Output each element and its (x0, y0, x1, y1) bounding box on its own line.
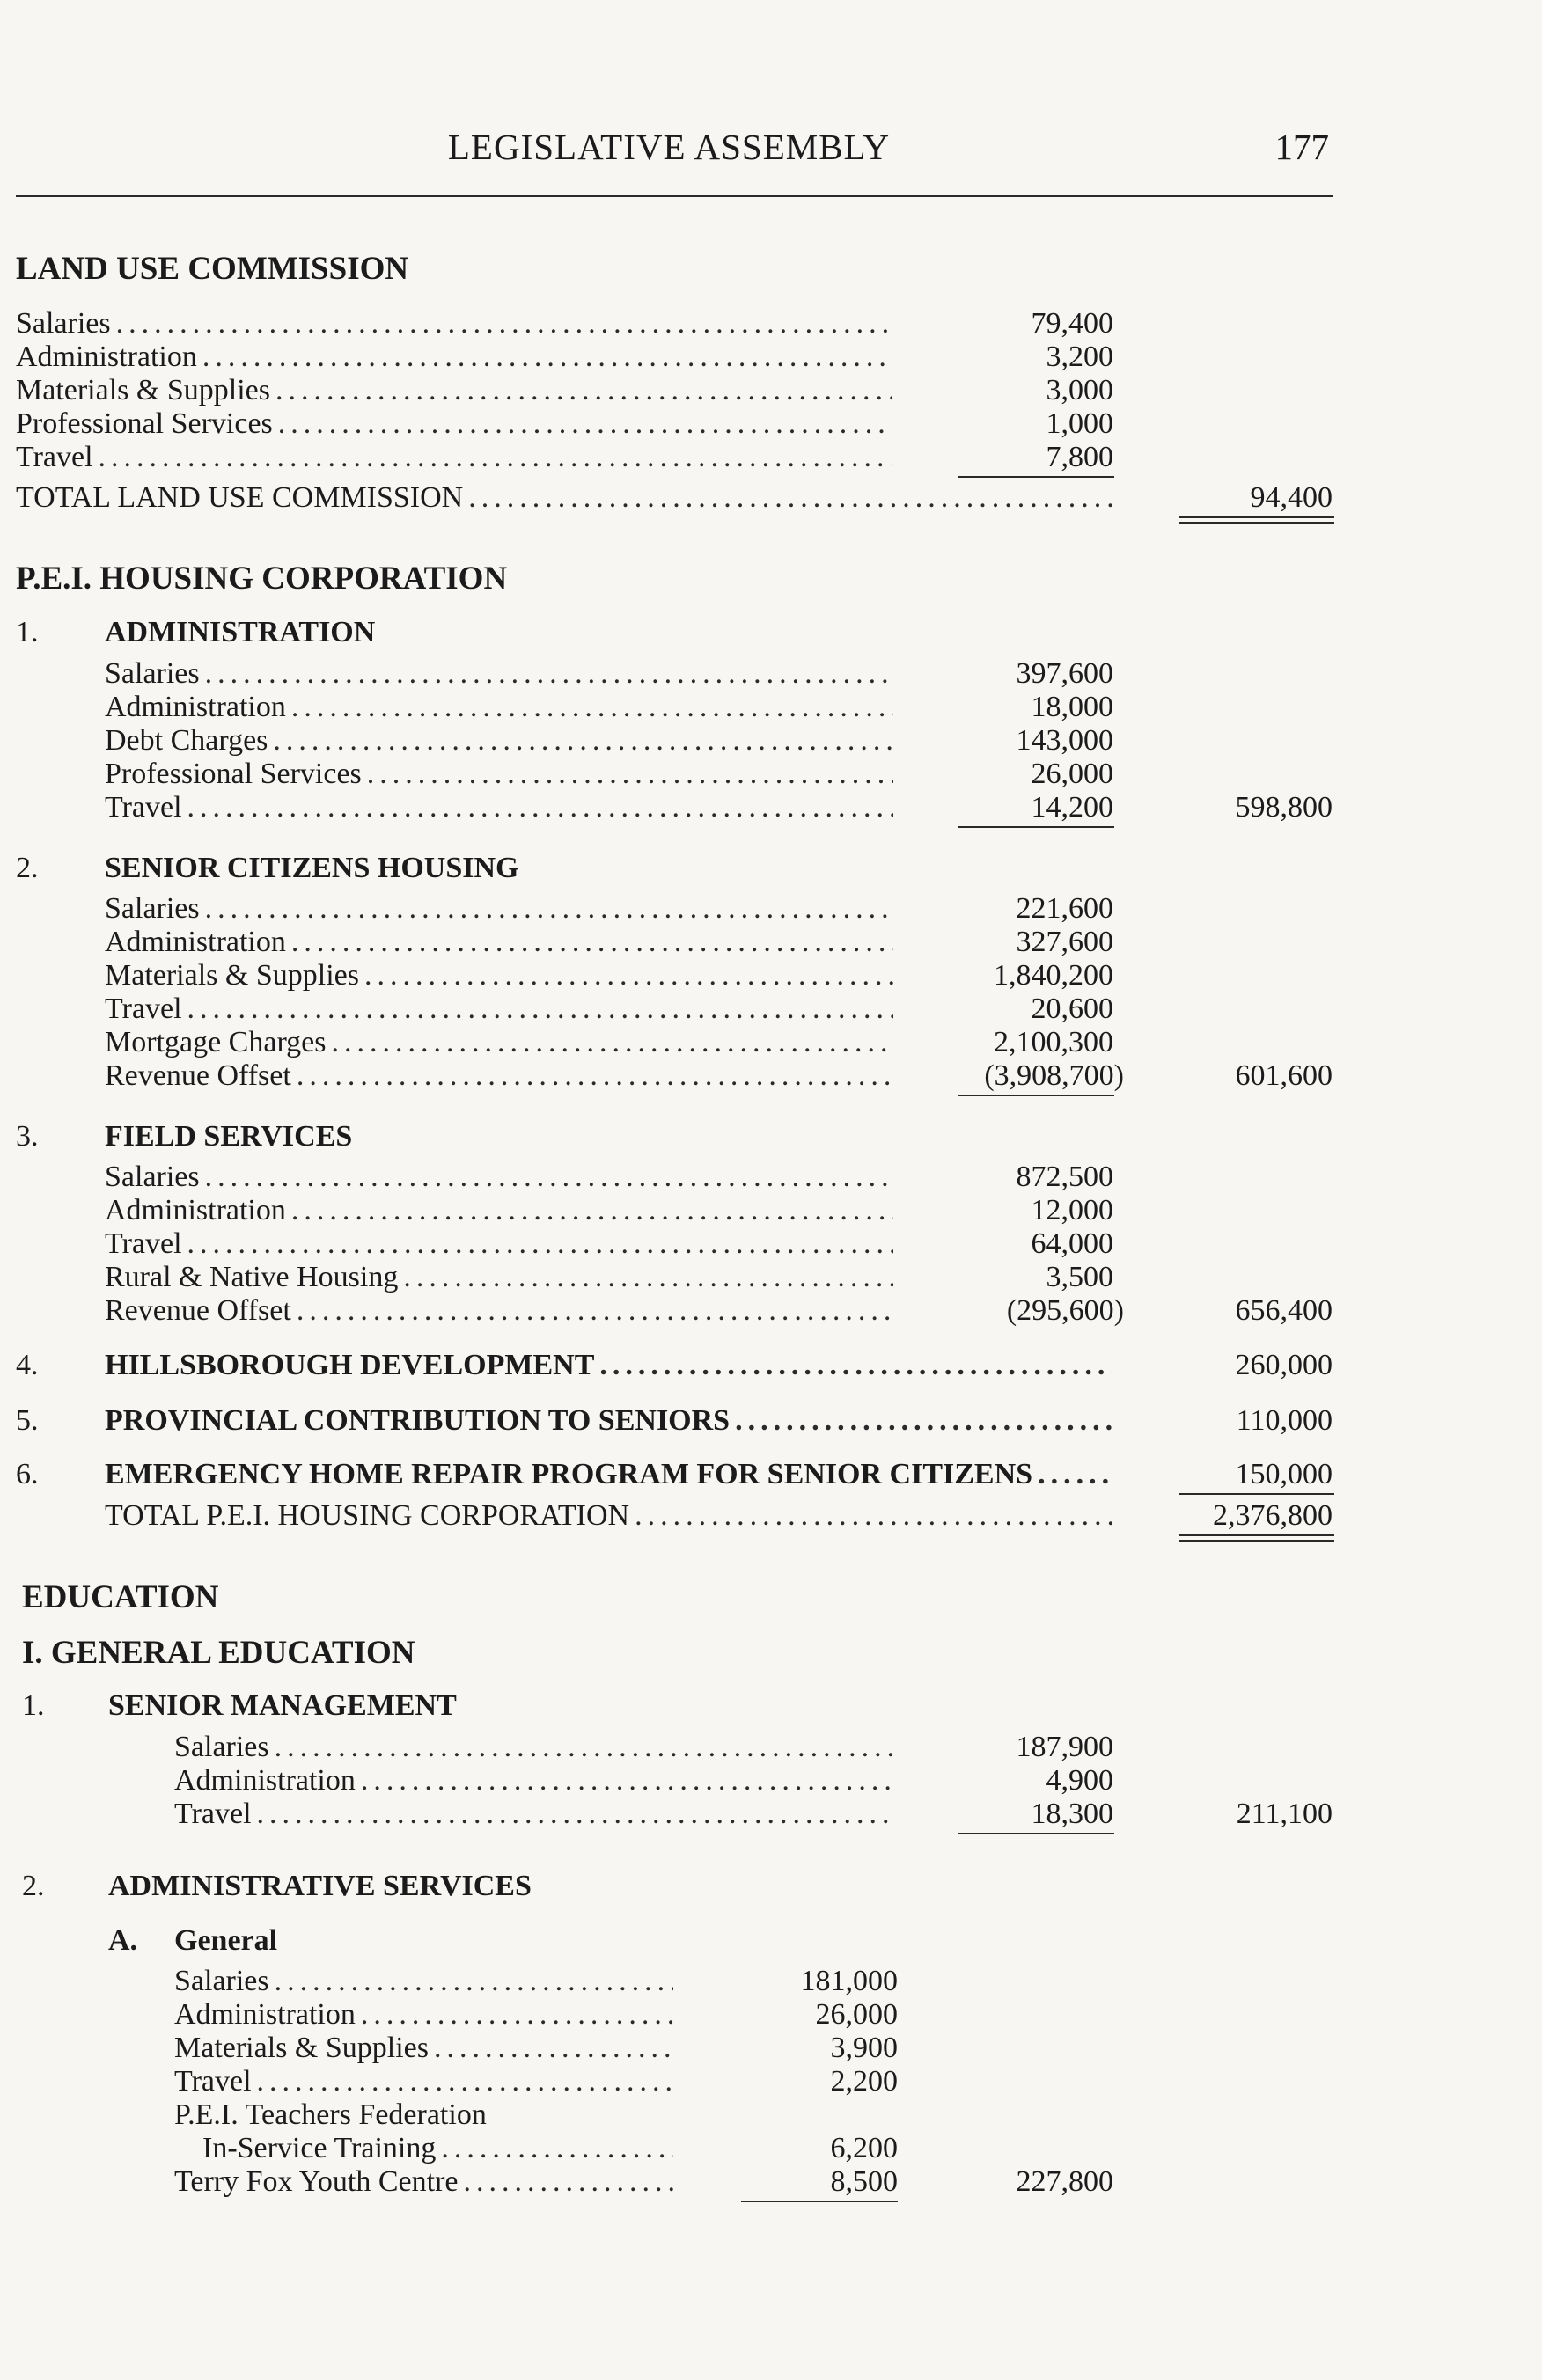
administration-row (105, 657, 893, 691)
leader-dots (356, 1998, 673, 2032)
leader-dots (629, 1499, 1112, 1533)
row-amount: 6,200 (830, 2132, 898, 2164)
row-label: Salaries (105, 1161, 200, 1193)
leader-dots (111, 307, 892, 341)
row-label: Administration (174, 1764, 356, 1797)
row-label: Administration (105, 1194, 286, 1227)
row-label: Travel (16, 441, 93, 473)
section-number: 1. (16, 616, 39, 648)
leader-dots (182, 992, 893, 1026)
leader-dots (93, 441, 892, 474)
row-amount: 4,900 (1046, 1764, 1113, 1797)
row-amount: 327,600 (1016, 926, 1113, 958)
teachers-federation-label: P.E.I. Teachers Federation (174, 2098, 487, 2131)
leader-dots (269, 1731, 893, 1764)
senior-management-row (174, 1798, 893, 1831)
section-number: 6. (16, 1458, 39, 1490)
administration-total: 598,800 (1235, 791, 1333, 824)
row-amount: (3,908,700) (984, 1059, 1124, 1092)
hillsborough-row (105, 1349, 1112, 1382)
row-label: Travel (105, 992, 182, 1025)
leader-dots (594, 1349, 1112, 1382)
leader-dots (326, 1026, 893, 1059)
leader-dots (252, 1798, 893, 1831)
leader-dots (182, 791, 893, 824)
row-label: HILLSBOROUGH DEVELOPMENT (105, 1349, 595, 1381)
row-amount: 7,800 (1046, 441, 1113, 473)
row-amount: 3,500 (1046, 1261, 1113, 1293)
row-label: Administration (16, 341, 197, 373)
education-heading: EDUCATION (22, 1579, 219, 1615)
subtotal-rule (741, 2201, 898, 2202)
row-label: In-Service Training (202, 2132, 437, 2164)
senior-management-row (174, 1731, 893, 1764)
leader-dots (459, 2165, 673, 2199)
row-label: Administration (105, 926, 286, 958)
row-label: Professional Services (16, 407, 273, 440)
row-amount: 1,000 (1046, 407, 1113, 440)
field-services-row (105, 1261, 893, 1294)
land-use-row (16, 374, 892, 407)
row-amount: (295,600) (1006, 1294, 1124, 1327)
row-label: Salaries (105, 657, 200, 690)
row-label: Debt Charges (105, 724, 268, 757)
administration-row (105, 691, 893, 724)
section-number: 3. (16, 1120, 39, 1153)
row-label: Materials & Supplies (16, 374, 270, 406)
land-use-row (16, 307, 892, 341)
emergency-row (105, 1458, 1112, 1491)
section-number: 1. (22, 1689, 45, 1722)
row-label: Travel (105, 791, 182, 824)
administration-row (105, 758, 893, 791)
leader-dots (429, 2032, 673, 2065)
double-rule-bottom (1179, 522, 1334, 524)
double-rule-top (1179, 1534, 1334, 1536)
provincial-row (105, 1404, 1112, 1438)
row-amount: 79,400 (1031, 307, 1113, 340)
leader-dots (730, 1404, 1112, 1438)
leader-dots (182, 1227, 893, 1261)
land-use-total-row (16, 481, 1112, 515)
row-amount: 181,000 (800, 1965, 898, 1997)
row-amount: 187,900 (1016, 1731, 1113, 1763)
row-amount: 872,500 (1016, 1161, 1113, 1193)
leader-dots (291, 1294, 893, 1328)
row-label: Revenue Offset (105, 1059, 291, 1092)
row-label: Professional Services (105, 758, 362, 790)
field-services-row (105, 1227, 893, 1261)
emergency-total: 150,000 (1235, 1458, 1333, 1490)
general-subheading: General (174, 1924, 278, 1957)
row-label: Materials & Supplies (105, 959, 359, 992)
land-use-heading: LAND USE COMMISSION (16, 251, 409, 287)
header-rule (16, 195, 1333, 197)
leader-dots (200, 1161, 893, 1194)
row-amount: 3,000 (1046, 374, 1113, 406)
senior-management-row (174, 1764, 893, 1798)
row-amount: 2,100,300 (994, 1026, 1113, 1058)
row-label: Travel (174, 2065, 252, 2098)
row-amount: 14,200 (1031, 791, 1113, 824)
leader-dots (286, 926, 893, 959)
general-education-heading: I. GENERAL EDUCATION (22, 1635, 415, 1671)
double-rule-bottom (1179, 1540, 1334, 1542)
general-row (174, 2032, 673, 2065)
senior-housing-row (105, 1026, 893, 1059)
leader-dots (286, 1194, 893, 1227)
row-amount: 8,500 (830, 2165, 898, 2198)
row-label: PROVINCIAL CONTRIBUTION TO SENIORS (105, 1404, 731, 1437)
field-services-heading: FIELD SERVICES (105, 1120, 353, 1153)
general-row (174, 1998, 673, 2032)
senior-housing-row (105, 992, 893, 1026)
senior-housing-row (105, 892, 893, 926)
senior-housing-row (105, 1059, 893, 1093)
administration-row (105, 724, 893, 758)
row-amount: 2,200 (830, 2065, 898, 2098)
senior-management-total: 211,100 (1236, 1798, 1333, 1830)
running-header-title: LEGISLATIVE ASSEMBLY (447, 127, 891, 167)
leader-dots (1032, 1458, 1112, 1491)
subtotal-rule (1179, 1493, 1334, 1495)
subtotal-rule (958, 476, 1114, 478)
leader-dots (268, 724, 893, 758)
leader-dots (200, 657, 893, 691)
general-row (202, 2132, 673, 2165)
leader-dots (252, 2065, 673, 2098)
leader-dots (269, 1965, 673, 1998)
housing-total-row (105, 1499, 1112, 1533)
field-services-row (105, 1294, 893, 1328)
row-amount: 18,000 (1031, 691, 1113, 723)
field-services-row (105, 1194, 893, 1227)
total-label: TOTAL P.E.I. HOUSING CORPORATION (105, 1499, 630, 1532)
row-label: Materials & Supplies (174, 2032, 429, 2064)
administrative-services-heading: ADMINISTRATIVE SERVICES (108, 1870, 532, 1902)
row-label: Salaries (105, 892, 200, 925)
section-number: 2. (16, 852, 39, 884)
general-row (174, 2165, 673, 2199)
row-amount: 20,600 (1031, 992, 1113, 1025)
total-label: TOTAL LAND USE COMMISSION (16, 481, 464, 514)
row-label: Terry Fox Youth Centre (174, 2165, 459, 2198)
row-label: Administration (105, 691, 286, 723)
section-number: 2. (22, 1870, 45, 1902)
row-label: Revenue Offset (105, 1294, 291, 1327)
administration-heading: ADMINISTRATION (105, 616, 376, 648)
general-total: 227,800 (1016, 2165, 1113, 2198)
leader-dots (197, 341, 892, 374)
row-amount: 143,000 (1016, 724, 1113, 757)
leader-dots (359, 959, 893, 992)
senior-housing-total: 601,600 (1235, 1059, 1333, 1092)
row-label: Travel (105, 1227, 182, 1260)
hillsborough-total: 260,000 (1235, 1349, 1333, 1381)
housing-heading: P.E.I. HOUSING CORPORATION (16, 560, 508, 597)
row-label: Salaries (174, 1965, 269, 1997)
subtotal-rule (958, 826, 1114, 828)
leader-dots (273, 407, 892, 441)
general-row (174, 2065, 673, 2098)
field-services-total: 656,400 (1235, 1294, 1333, 1327)
row-amount: 3,900 (830, 2032, 898, 2064)
leader-dots (286, 691, 893, 724)
section-number: 4. (16, 1349, 39, 1381)
leader-dots (362, 758, 893, 791)
row-amount: 18,300 (1031, 1798, 1113, 1830)
leader-dots (463, 481, 1112, 515)
row-amount: 26,000 (815, 1998, 898, 2031)
field-services-row (105, 1161, 893, 1194)
land-use-row (16, 341, 892, 374)
row-amount: 221,600 (1016, 892, 1113, 925)
land-use-row (16, 407, 892, 441)
provincial-total: 110,000 (1236, 1404, 1333, 1437)
land-use-total: 94,400 (1250, 481, 1333, 514)
row-label: Administration (174, 1998, 356, 2031)
row-amount: 1,840,200 (994, 959, 1113, 992)
double-rule-top (1179, 516, 1334, 518)
page-number: 177 (1274, 127, 1329, 167)
row-amount: 3,200 (1046, 341, 1113, 373)
row-label: Rural & Native Housing (105, 1261, 399, 1293)
senior-management-heading: SENIOR MANAGEMENT (108, 1689, 457, 1722)
row-label: EMERGENCY HOME REPAIR PROGRAM FOR SENIOR CITIZENS (105, 1458, 1033, 1490)
land-use-row (16, 441, 892, 474)
row-label: Travel (174, 1798, 252, 1830)
administration-row (105, 791, 893, 824)
subtotal-rule (958, 1833, 1114, 1834)
row-amount: 12,000 (1031, 1194, 1113, 1227)
leader-dots (398, 1261, 893, 1294)
general-row (174, 1965, 673, 1998)
leader-dots (356, 1764, 893, 1798)
subtotal-rule (958, 1095, 1114, 1096)
row-amount: 64,000 (1031, 1227, 1113, 1260)
section-number: 5. (16, 1404, 39, 1437)
subsection-letter: A. (108, 1924, 138, 1957)
leader-dots (436, 2132, 673, 2165)
row-label: Mortgage Charges (105, 1026, 327, 1058)
leader-dots (200, 892, 893, 926)
row-label: Salaries (16, 307, 111, 340)
senior-housing-heading: SENIOR CITIZENS HOUSING (105, 852, 519, 884)
row-amount: 397,600 (1016, 657, 1113, 690)
housing-total: 2,376,800 (1213, 1499, 1333, 1532)
senior-housing-row (105, 959, 893, 992)
senior-housing-row (105, 926, 893, 959)
leader-dots (270, 374, 892, 407)
leader-dots (291, 1059, 893, 1093)
row-amount: 26,000 (1031, 758, 1113, 790)
row-label: Salaries (174, 1731, 269, 1763)
